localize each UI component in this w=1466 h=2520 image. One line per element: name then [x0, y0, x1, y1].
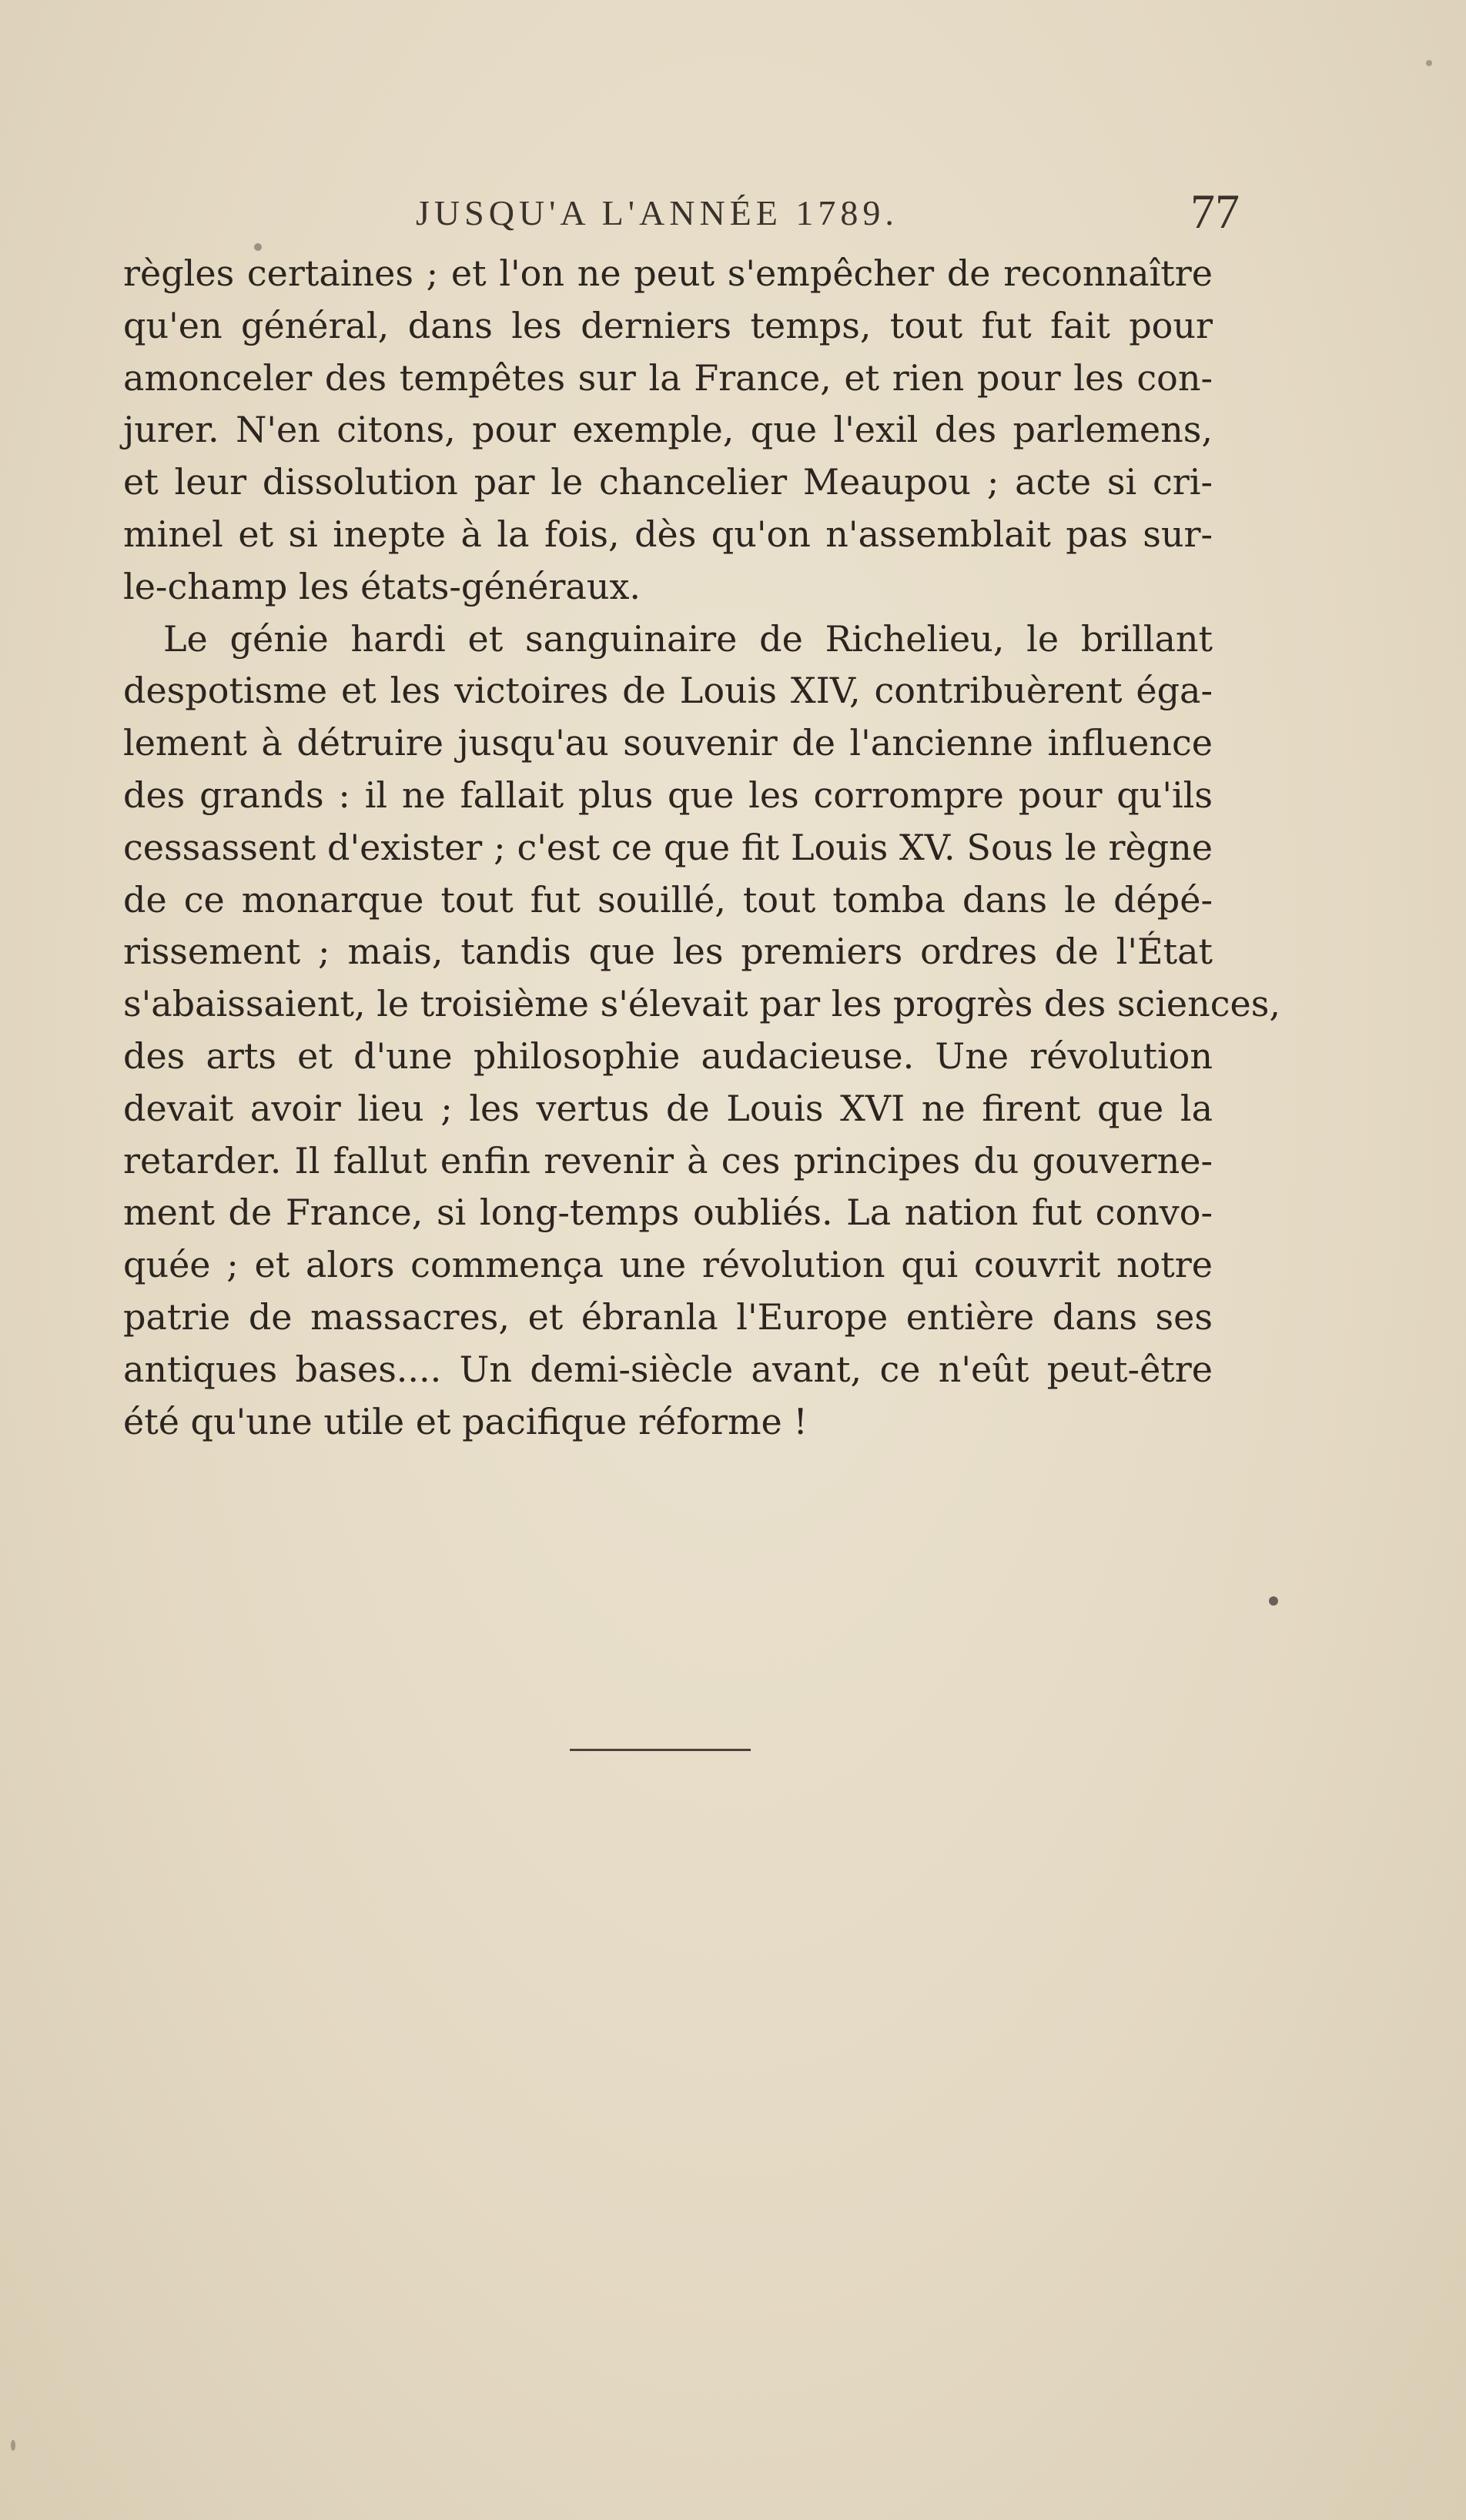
- text-line: minel et si inepte à la fois, dès qu'on n'assemblait pas sur-: [123, 513, 1213, 555]
- text-line: règles certaines ; et l'on ne peut s'empêcher de reconnaître: [123, 252, 1213, 294]
- text-line: jurer. N'en citons, pour exemple, que l'exil des parlemens,: [123, 409, 1213, 451]
- text-line: rissement ; mais, tandis que les premiers ordres de l'État: [123, 931, 1213, 973]
- text-line: cessassent d'exister ; c'est ce que fit Louis XV. Sous le règne: [123, 826, 1213, 868]
- paper-spot: [11, 2440, 15, 2451]
- text-line: qu'en général, dans les derniers temps, tout fut fait pour: [123, 304, 1213, 346]
- running-head: JUSQU'A L'ANNÉE 1789.: [416, 193, 899, 232]
- text-line: le-champ les états-généraux.: [123, 565, 641, 607]
- text-line: retarder. Il fallut enfin revenir à ces principes du gouverne-: [123, 1139, 1213, 1181]
- body-text: [123, 248, 1280, 1448]
- text-line: devait avoir lieu ; les vertus de Louis XVI ne firent que la: [123, 1087, 1213, 1129]
- text-line: s'abaissaient, le troisième s'élevait par les progrès des sciences,: [123, 983, 1280, 1025]
- text-line: ment de France, si long-temps oubliés. La nation fut convo-: [123, 1191, 1213, 1234]
- paper-spot: [1269, 1596, 1278, 1606]
- text-line: antiques bases.... Un demi-siècle avant, ce n'eût peut-être: [123, 1348, 1213, 1390]
- text-line: été qu'une utile et pacifique réforme !: [123, 1400, 808, 1442]
- text-line: patrie de massacres, et ébranla l'Europe entière dans ses: [123, 1295, 1213, 1338]
- text-line: Le génie hardi et sanguinaire de Richelieu, le brillant: [163, 617, 1213, 660]
- text-line: amonceler des tempêtes sur la France, et rien pour les con-: [123, 356, 1213, 399]
- text-line: et leur dissolution par le chancelier Meaupou ; acte si cri-: [123, 461, 1213, 503]
- paper-spot: [1426, 60, 1432, 66]
- text-line: des arts et d'une philosophie audacieuse. Une révolution: [123, 1034, 1213, 1077]
- text-line: des grands : il ne fallait plus que les corrompre pour qu'ils: [123, 774, 1213, 816]
- text-line: despotisme et les victoires de Louis XIV, contribuèrent éga-: [123, 670, 1213, 712]
- text-line: de ce monarque tout fut souillé, tout tomba dans le dépé-: [123, 878, 1213, 921]
- text-line: lement à détruire jusqu'au souvenir de l'ancienne influence: [123, 722, 1213, 764]
- page-header: [416, 183, 1240, 252]
- paper-spot: [254, 243, 262, 251]
- end-rule: [570, 1749, 751, 1751]
- text-line: quée ; et alors commença une révolution qui couvrit notre: [123, 1244, 1213, 1286]
- page-number: 77: [1190, 184, 1240, 239]
